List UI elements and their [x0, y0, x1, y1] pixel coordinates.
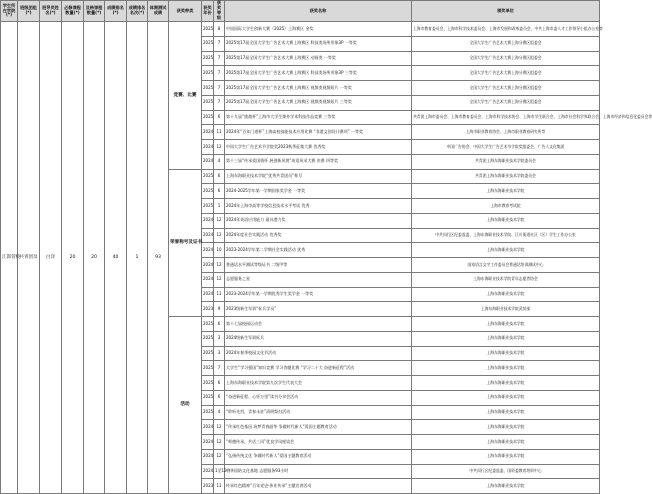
level-cell[interactable]: 11	[214, 479, 225, 494]
award-name-cell[interactable]: “传承红色基因 筑梦青春韶华 争做时代新人”爱国主题教育活动	[225, 420, 412, 435]
header-leader[interactable]: 班导员姓名(*)	[40, 1, 62, 22]
org-cell[interactable]: 全国大学生广告艺术大赛上海分赛区组委会	[412, 36, 600, 51]
student-leader-cell[interactable]: 白洋	[40, 22, 62, 494]
award-name-cell[interactable]: 2025第17届全国大学生广告艺术大赛上海赛区 科技类场所形象3P 三等奖	[225, 66, 412, 81]
year-cell[interactable]: 2024	[202, 140, 214, 155]
header-class[interactable]: 班级团组(*)	[18, 1, 40, 22]
award-name-cell[interactable]: 2023级新生军训“标兵学员”	[225, 302, 412, 317]
header-row	[1, 1, 600, 22]
org-cell[interactable]: 国家语言文字工作委员会普通话培训测试中心	[412, 258, 600, 273]
org-cell[interactable]: 上海东海职业技术学院	[412, 213, 600, 228]
org-cell[interactable]: 上海东海职业技术学院武装部	[412, 302, 600, 317]
award-name-cell[interactable]: 传承红色精神“百年党史·伟业传承”主题宣讲活动	[225, 479, 412, 494]
year-cell[interactable]: 2025	[202, 390, 214, 405]
award-name-cell[interactable]: 2024年英语应用能力 最具潜力奖	[225, 213, 412, 228]
award-name-cell[interactable]: 2023-2024学年第二学期社会实践活动 优秀	[225, 243, 412, 258]
org-cell[interactable]: 上海市教育委员会、上海市科学技术委员会、上海市发展和改革委员会、中共上海市委人才工作领导小组办公室等	[412, 22, 600, 37]
year-cell[interactable]: 2024	[202, 258, 214, 273]
award-name-cell[interactable]: 第十三届“传承爱国情怀 展创新风貌”英语风采大赛 决赛 四等奖	[225, 154, 412, 169]
header-total[interactable]: 必修课程数量(*)	[62, 1, 84, 22]
level-cell[interactable]: 6	[214, 184, 225, 199]
award-name-cell[interactable]: 中华国防文化基地 志愿服务93小时	[225, 464, 412, 479]
level-cell[interactable]: 11	[214, 125, 225, 140]
award-name-cell[interactable]: 2024级新生军训标兵	[225, 331, 412, 346]
org-cell[interactable]: 上海东海职业技术学院	[412, 405, 600, 420]
year-cell[interactable]: 2024	[202, 243, 214, 258]
year-cell[interactable]: 2025	[202, 376, 214, 391]
level-cell[interactable]: 12	[214, 213, 225, 228]
year-cell[interactable]: 2025	[202, 317, 214, 332]
award-name-cell[interactable]: 中国大学生广告艺术节学院奖2023秋季征集大赛 优秀奖	[225, 140, 412, 155]
award-name-cell[interactable]: 中国国际大学生创新大赛（2025）上海赛区 金奖	[225, 22, 412, 37]
level-cell[interactable]: 12	[214, 420, 225, 435]
year-cell[interactable]: 2025	[202, 66, 214, 81]
header-award-name[interactable]: 获奖名称	[225, 1, 412, 22]
award-name-cell[interactable]: 2024-2025学年第一学期国家奖学金 一等奖	[225, 184, 412, 199]
student-total-cell[interactable]: 20	[62, 22, 84, 494]
level-cell[interactable]: 12	[214, 272, 225, 287]
level-cell[interactable]: 10	[214, 243, 225, 258]
level-cell[interactable]: 6	[214, 110, 225, 125]
award-name-cell[interactable]: “弘扬传统文化 争做时代新人”爱国主题教育活动	[225, 449, 412, 464]
org-cell[interactable]: 全国大学生广告艺术大赛上海分赛区组委会	[412, 51, 600, 66]
award-name-cell[interactable]: 2024年春季校园文化节活动	[225, 346, 412, 361]
level-cell[interactable]: 9	[214, 302, 225, 317]
level-cell[interactable]: 12	[214, 435, 225, 450]
level-cell[interactable]: 7	[214, 36, 225, 51]
org-cell[interactable]: 上海东海职业技术学院	[412, 420, 600, 435]
award-name-cell[interactable]: 2023-2024学年第一学期优秀学生奖学金 一等奖	[225, 287, 412, 302]
award-name-cell[interactable]: 第十七届校园运动会	[225, 317, 412, 332]
year-cell[interactable]: 2025	[202, 36, 214, 51]
level-cell[interactable]: 12	[214, 258, 225, 273]
student-pass-cell[interactable]: 20	[84, 22, 105, 494]
year-cell[interactable]: 2025	[202, 95, 214, 110]
year-cell[interactable]: 2023	[202, 302, 214, 317]
level-cell[interactable]: 6	[214, 376, 225, 391]
category-activity[interactable]: 活动	[169, 317, 202, 494]
award-name-cell[interactable]: 志愿服务之星	[225, 272, 412, 287]
award-name-cell[interactable]: 上海东海职业技术学院第九次学生代表大会	[225, 376, 412, 391]
org-cell[interactable]: 上海东海职业技术学院	[412, 376, 600, 391]
org-cell[interactable]: 上海东海职业技术学院青年志愿者协会	[412, 272, 600, 287]
year-cell[interactable]: 2025	[202, 199, 214, 214]
header-year[interactable]: 获奖年份	[202, 1, 214, 22]
org-cell[interactable]: 共青团上海东海职业技术学院委员会	[412, 169, 600, 184]
org-cell[interactable]: 中国广告协会、中国大学生广告艺术节学院奖组委会、广告人文化集团	[412, 140, 600, 155]
org-cell[interactable]: 上海东海职业技术学院	[412, 243, 600, 258]
year-cell[interactable]: 2024	[202, 420, 214, 435]
year-cell[interactable]: 2025	[202, 361, 214, 376]
org-cell[interactable]: 中共闵行区纪委监委、上海东海职业技术学院、江川街道社区（区）学生工作办公室	[412, 228, 600, 243]
student-pe-cell[interactable]: 93	[148, 22, 169, 494]
award-name-cell[interactable]: 2024年度社会实践活动 优秀奖	[225, 228, 412, 243]
award-name-cell[interactable]: “奋进新征程、心怀万里”读书分享会活动	[225, 390, 412, 405]
org-cell[interactable]: 上海东海职业技术学院	[412, 449, 600, 464]
header-college[interactable]: 学生所在学院(*)	[1, 1, 18, 22]
level-cell[interactable]: 7	[214, 361, 225, 376]
level-cell[interactable]: 12	[214, 449, 225, 464]
org-cell[interactable]: 上海东海职业技术学院	[412, 317, 600, 332]
level-cell[interactable]: 4	[214, 405, 225, 420]
org-cell[interactable]: 上海东海职业技术学院	[412, 435, 600, 450]
award-name-cell[interactable]: 第十九届“挑战杯”上海市大学生课外学术科技作品竞赛 三等奖	[225, 110, 412, 125]
year-cell[interactable]: 2025	[202, 184, 214, 199]
header-org[interactable]: 颁奖单位	[412, 1, 600, 22]
header-award-type[interactable]: 获奖种类	[169, 1, 202, 22]
year-cell[interactable]: 2025	[202, 22, 214, 37]
award-name-cell[interactable]: 2025第17届全国大学生广告艺术大赛上海赛区 科技类场所形象3P 一等奖	[225, 36, 412, 51]
award-name-cell[interactable]: 普通话水平测试等级证书 二级甲等	[225, 258, 412, 273]
org-cell[interactable]: 上海东海职业技术学院	[412, 361, 600, 376]
student-college-cell[interactable]: 江郎管校	[1, 22, 18, 494]
student-rank-count-cell[interactable]: 1	[127, 22, 148, 494]
year-cell[interactable]: 2024	[202, 228, 214, 243]
org-cell[interactable]: 全国大学生广告艺术大赛上海分赛区组委会	[412, 81, 600, 96]
year-cell[interactable]: 2025	[202, 346, 214, 361]
student-rank-cell[interactable]: 40	[105, 22, 127, 494]
org-cell[interactable]: 上海东海职业技术学院	[412, 479, 600, 494]
level-cell[interactable]: 6	[214, 317, 225, 332]
year-cell[interactable]: 2025	[202, 110, 214, 125]
org-cell[interactable]: 上海东海职业技术学院	[412, 287, 600, 302]
level-cell[interactable]: 7	[214, 95, 225, 110]
org-cell[interactable]: 中共闵行区纪委监委、国资委教育培训中心	[412, 464, 600, 479]
year-cell[interactable]: 2024	[202, 125, 214, 140]
award-name-cell[interactable]: 2025第17届全国大学生广告艺术大赛上海赛区 视频类视频短片 三等奖	[225, 95, 412, 110]
sheet-body	[1, 22, 652, 494]
level-cell[interactable]: 1	[214, 199, 225, 214]
org-cell[interactable]: 上海东海职业技术学院	[412, 390, 600, 405]
award-name-cell[interactable]: 上海东海职业技术学院“优秀共青团员”称号	[225, 169, 412, 184]
org-cell[interactable]: 上海东海职业技术学院	[412, 331, 600, 346]
year-cell[interactable]: 2024	[202, 287, 214, 302]
year-cell[interactable]: 2025	[202, 169, 214, 184]
level-cell[interactable]: 7	[214, 51, 225, 66]
level-cell[interactable]: 12	[214, 228, 225, 243]
award-name-cell[interactable]: 大学生“学习强国”知识竞赛 学习答题比赛 “学习二十大 奋进新征程”活动	[225, 361, 412, 376]
year-cell[interactable]: 2024	[202, 213, 214, 228]
award-name-cell[interactable]: 2025第17届全国大学生广告艺术大赛上海赛区 视频类视频短片 一等奖	[225, 81, 412, 96]
award-name-cell[interactable]: 2024年“百年门道杯”上海高校技能技术应用比赛 “非遗文创设计赛项” 一等奖	[225, 125, 412, 140]
level-cell[interactable]: 11	[214, 287, 225, 302]
org-cell[interactable]: 全国大学生广告艺术大赛上海分赛区组委会	[412, 95, 600, 110]
org-cell[interactable]: 共青团上海市委员会、上海市教育委员会、上海市科学技术协会、上海市学生联合会、上海市社会科学界联合会、上海市经济和信息化委员会等	[412, 110, 600, 125]
student-class-cell[interactable]: 共青团员	[18, 22, 40, 494]
year-cell[interactable]: 2025	[202, 331, 214, 346]
header-level[interactable]: 获奖等级	[214, 1, 225, 22]
org-cell[interactable]: 上海市职业教育协会、上海市职业教育研究所等	[412, 125, 600, 140]
award-name-cell[interactable]: 2024年上海市高等学校信息技术水平考试 优秀	[225, 199, 412, 214]
level-cell[interactable]: 1至12月	[214, 464, 225, 479]
org-cell[interactable]: 上海市教育考试院	[412, 199, 600, 214]
level-cell[interactable]: 12	[214, 140, 225, 155]
header-pass[interactable]: 及格课程数量(*)	[84, 1, 105, 22]
level-cell[interactable]: 3	[214, 331, 225, 346]
year-cell[interactable]: 2023	[202, 479, 214, 494]
org-cell[interactable]: 全国大学生广告艺术大赛上海分赛区组委会	[412, 66, 600, 81]
org-cell[interactable]: 上海东海职业技术学院	[412, 184, 600, 199]
org-cell[interactable]: 上海东海职业技术学院	[412, 346, 600, 361]
org-cell[interactable]: 共青团上海东海职业技术学院委员会	[412, 154, 600, 169]
level-cell[interactable]: 8	[214, 22, 225, 37]
year-cell[interactable]: 2024	[202, 154, 214, 169]
header-pe[interactable]: 体测测试成绩	[148, 1, 169, 22]
header-rank[interactable]: 成绩排名(*)	[105, 1, 127, 22]
year-cell[interactable]: 2024	[202, 464, 214, 479]
year-cell[interactable]: 2025	[202, 81, 214, 96]
level-cell[interactable]: 7	[214, 81, 225, 96]
year-cell[interactable]: 2025	[202, 405, 214, 420]
level-cell[interactable]: 6	[214, 169, 225, 184]
level-cell[interactable]: 7	[214, 66, 225, 81]
header-rank-count[interactable]: 成绩排名名次(*)	[127, 1, 148, 22]
year-cell[interactable]: 2024	[202, 435, 214, 450]
year-cell[interactable]: 2025	[202, 51, 214, 66]
award-name-cell[interactable]: “聆听先烈，青春永驻”清明祭扫活动	[225, 405, 412, 420]
year-cell[interactable]: 2024	[202, 449, 214, 464]
table-row	[1, 22, 600, 37]
category-honor[interactable]: 荣誉称号及证书	[169, 169, 202, 317]
year-cell[interactable]: 2024	[202, 272, 214, 287]
award-name-cell[interactable]: “师德传承，共话三风”优良学风座谈会	[225, 435, 412, 450]
level-cell[interactable]: 4	[214, 154, 225, 169]
category-competition[interactable]: 竞赛、比赛	[169, 22, 202, 170]
level-cell[interactable]: 6	[214, 390, 225, 405]
level-cell[interactable]: 3	[214, 346, 225, 361]
award-name-cell[interactable]: 2025第17届全国大学生广告艺术大赛上海赛区 动画类 一等奖	[225, 51, 412, 66]
